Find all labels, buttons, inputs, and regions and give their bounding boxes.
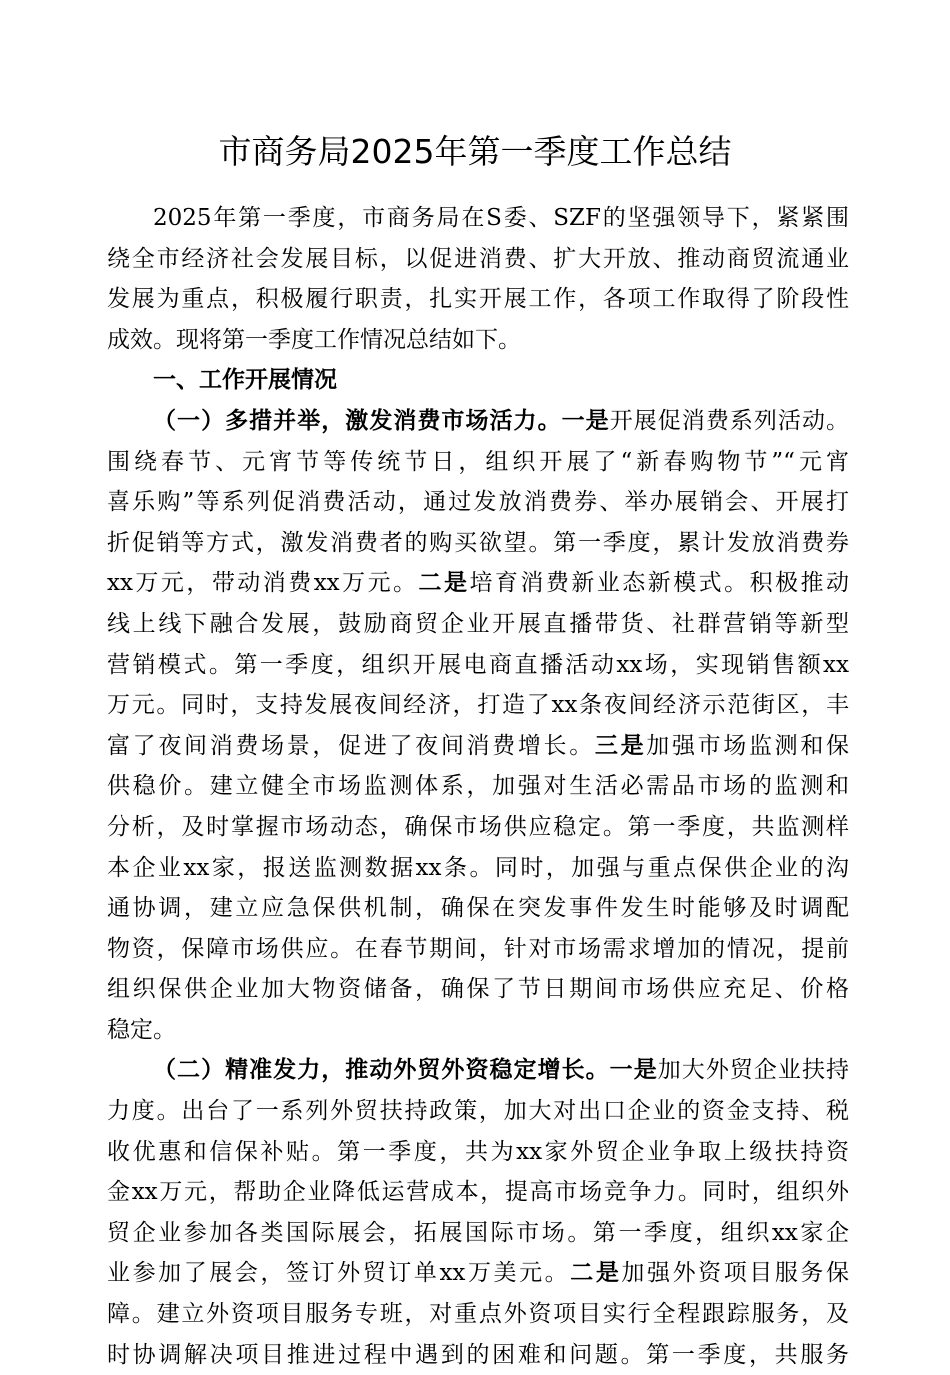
emphasis-text: （二）精准发力，推动外贸外资稳定增长。一是 (153, 1057, 658, 1084)
line-text: 供稳价。建立健全市场监测体系，加强对生活必需品市场的监测和 (107, 773, 849, 800)
line-text: 喜乐购”等系列促消费活动，通过发放消费券、举办展销会、开展打 (107, 489, 849, 516)
text-line (107, 239, 849, 280)
emphasis-text: 三是 (594, 732, 647, 759)
text-line (107, 645, 849, 686)
text-line (107, 1050, 849, 1091)
text-line (107, 401, 849, 442)
line-text: 本企业xx家，报送监测数据xx条。同时，加强与重点保供企业的沟 (107, 854, 849, 881)
line-text: 组织保供企业加大物资储备，确保了节日期间市场供应充足、价格 (107, 976, 849, 1003)
line-text: 绕全市经济社会发展目标，以促进消费、扩大开放、推动商贸流通业 (107, 245, 849, 272)
line-text: 加大外贸企业扶持 (657, 1057, 849, 1084)
line-text-lead: 富了夜间消费场景，促进了夜间消费增长。 (107, 732, 595, 759)
text-line (107, 1132, 849, 1173)
line-text: 线上线下融合发展，鼓励商贸企业开展直播带货、社群营销等新型 (107, 610, 849, 637)
text-line (107, 279, 849, 320)
line-text: 贸企业参加各类国际展会，拓展国际市场。第一季度，组织xx家企 (107, 1219, 849, 1246)
text-line (107, 1294, 849, 1335)
line-text: 金xx万元，帮助企业降低运营成本，提高市场竞争力。同时，组织外 (107, 1179, 849, 1206)
text-line (107, 848, 849, 889)
document-body (107, 198, 849, 1375)
line-text: 成效。现将第一季度工作情况总结如下。 (107, 326, 521, 353)
heading-text: 一、工作开展情况 (153, 367, 337, 394)
text-line (107, 604, 849, 645)
text-line (107, 888, 849, 929)
line-text: 通协调，建立应急保供机制，确保在突发事件发生时能够及时调配 (107, 895, 849, 922)
text-line (107, 1213, 849, 1254)
line-text-lead: xx万元，带动消费xx万元。 (107, 570, 419, 597)
text-line (107, 442, 849, 483)
line-text: 物资，保障市场供应。在春节期间，针对市场需求增加的情况，提前 (107, 935, 849, 962)
line-text: 稳定。 (107, 1016, 176, 1043)
line-text: 发展为重点，积极履行职责，扎实开展工作，各项工作取得了阶段性 (107, 286, 849, 313)
text-line (107, 563, 849, 604)
text-line (107, 726, 849, 767)
text-line (107, 1172, 849, 1213)
text-line (107, 766, 849, 807)
emphasis-text: 二是 (570, 1260, 622, 1287)
text-line (107, 807, 849, 848)
line-text: 培育消费新业态新模式。积极推动 (469, 570, 849, 597)
line-text: 2025年第一季度，市商务局在S委、SZF的坚强领导下，紧紧围 (153, 205, 849, 231)
line-text: 围绕春节、元宵节等传统节日，组织开展了“新春购物节”“元宵 (107, 448, 849, 475)
line-text: 万元。同时，支持发展夜间经济，打造了xx条夜间经济示范街区，丰 (107, 692, 849, 719)
text-line (107, 929, 849, 970)
document-title: 市商务局2025年第一季度工作总结 (218, 132, 732, 171)
text-line (107, 198, 849, 239)
section-heading (107, 360, 849, 401)
text-line (107, 1253, 849, 1294)
line-text: 分析，及时掌握市场动态，确保市场供应稳定。第一季度，共监测样 (107, 813, 849, 840)
emphasis-text: 二是 (418, 570, 470, 597)
line-text: 营销模式。第一季度，组织开展电商直播活动xx场，实现销售额xx (107, 651, 849, 678)
text-line (107, 1010, 849, 1051)
text-line (107, 969, 849, 1010)
text-line (107, 523, 849, 564)
line-text: 加强外资项目服务保 (621, 1260, 849, 1287)
text-line (107, 482, 849, 523)
line-text: 折促销等方式，激发消费者的购买欲望。第一季度，累计发放消费券 (107, 529, 849, 556)
text-line (107, 685, 849, 726)
line-text: 障。建立外资项目服务专班，对重点外资项目实行全程跟踪服务，及 (107, 1301, 849, 1328)
text-line (107, 320, 849, 361)
line-text-lead: 业参加了展会，签订外贸订单xx万美元。 (107, 1260, 571, 1287)
text-line (107, 1091, 849, 1132)
line-text: 加强市场监测和保 (646, 732, 849, 759)
line-text: 收优惠和信保补贴。第一季度，共为xx家外贸企业争取上级扶持资 (107, 1138, 849, 1165)
line-text: 开展促消费系列活动。 (609, 407, 849, 434)
line-text: 力度。出台了一系列外贸扶持政策，加大对出口企业的资金支持、税 (107, 1098, 849, 1125)
line-text: 时协调解决项目推进过程中遇到的困难和问题。第一季度，共服务 (107, 1341, 849, 1368)
text-line (107, 1335, 849, 1375)
emphasis-text: （一）多措并举，激发消费市场活力。一是 (153, 407, 610, 434)
